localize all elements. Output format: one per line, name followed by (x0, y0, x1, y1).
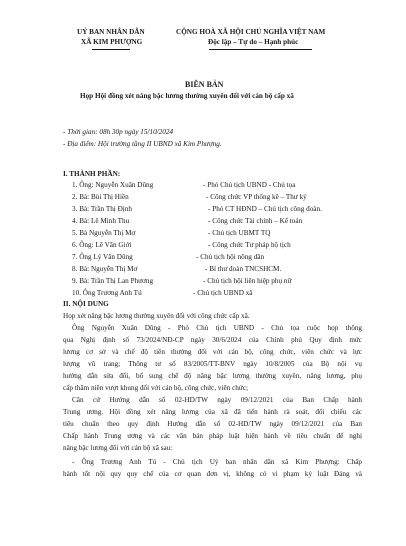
member-role: - Phó CT HĐND – Chủ tịch công đoàn. (208, 205, 322, 213)
national-motto: Độc lập – Tự do – Hạnh phúc (208, 38, 299, 46)
member-role: - Bí thư đoàn TNCSHCM. (205, 265, 282, 273)
member-name: 4. Bà: Lê Minh Thu (72, 217, 130, 225)
paragraph-line: Chấp hành Trung ương và các văn bản pháp luật hiện hành về tiêu chuẩn để nghị (63, 432, 362, 440)
paragraph-line: tiêu chuẩn theo quy định Hướng dẫn số 02-HD/TW ngày 09/12/2021 của Ban (63, 420, 362, 428)
member-role: - Công chức Tư pháp hộ tịch (208, 241, 291, 249)
commune-name: XÃ KIM PHƯỢNG (81, 38, 143, 46)
nation-name: CỘNG HOÀ XÃ HỘI CHỦ NGHĨA VIỆT NAM (176, 28, 326, 36)
meeting-time: - Thời gian: 08h 30p ngày 15/10/2024 (63, 128, 174, 136)
member-role: - Công chức VP thống kê – Thư ký (206, 193, 307, 201)
section-2-heading: II. NỘI DUNG (63, 300, 109, 308)
paragraph-line: nâng bậc lương đối với cán bộ xã sau: (63, 444, 173, 452)
left-header-rule (92, 49, 130, 50)
member-name: 7. Ông Lý Văn Dũng (72, 253, 133, 261)
member-name: 1. Ông: Nguyễn Xuân Dũng (72, 181, 154, 189)
member-role: - Phó Chủ tịch UBND - Chủ tọa (203, 181, 296, 189)
member-role: - Công chức Tài chính – Kế toán (208, 217, 303, 225)
paragraph-line: Ông Nguyễn Xuân Dũng - Phó Chủ tịch UBND - Chủ tọa cuộc họp thông (72, 324, 362, 332)
paragraph-line: lương cơ sở và chế độ tiền thưởng đối với cán bộ, công chức, viên chức và lực (63, 348, 362, 356)
member-name: 9. Bà: Trần Thị Lan Phương (72, 277, 154, 285)
member-name: 2. Bà: Bùi Thị Hiền (72, 193, 129, 201)
member-name: 10. Ông Trương Anh Tú (72, 289, 142, 297)
member-name: 3. Bà: Trần Thị Định (72, 205, 132, 213)
right-header-rule (209, 49, 312, 50)
document-subtitle: Họp Hội đồng xét nâng bậc lương thường xuyên đối với cán bộ cấp xã (80, 92, 294, 100)
paragraph-line: qua Nghị định số 73/2024/NĐ-CP ngày 30/6/2024 của Chính phủ Quy định mức (63, 336, 362, 344)
paragraph-line: hành tốt nội quy quy chế của cơ quan đơn vị, không có vi phạm kỷ luật Đảng và (63, 470, 362, 478)
section-1-heading: I. THÀNH PHẦN: (63, 170, 121, 178)
member-name: 6. Ông: Lê Văn Giới (72, 241, 132, 249)
agency-name: UỶ BAN NHÂN DÂN (77, 28, 145, 36)
document-title: BIÊN BẢN (185, 80, 224, 89)
paragraph-line: - Ông Trương Anh Tú - Chủ tịch Uỷ ban nhân dân xã Kim Phượng: Chấp (72, 458, 362, 466)
paragraph-1: Họp xét nâng bậc lương thường xuyên đối với công chức cấp xã. (63, 312, 250, 320)
paragraph-line: cấp thâm niên vượt khung đối với cán bộ, công chức, viên chức; (63, 384, 248, 392)
member-role: - Chủ tịch hội liên hiệp phụ nữ (203, 277, 292, 285)
member-role: - Chủ tịch hội nông dân (196, 253, 265, 261)
member-role: - Chủ tịch UBMT TQ (208, 229, 271, 237)
meeting-place: - Địa điểm: Hội trường tầng II UBND xã Kim Phượng. (63, 140, 222, 148)
paragraph-line: hướng dẫn sửa đổi, bổ sung chế độ nâng bậc lương thường xuyên, nâng lương, phụ (63, 372, 362, 380)
paragraph-line: Trung ương. Hội đồng xét nâng lương của xã đã tiến hành rà soát, đối chiếu các (63, 408, 362, 416)
member-role: - Chủ tịch UBND xã (193, 289, 253, 297)
paragraph-line: lượng vũ trang; Thông tư số 83/2005/TT-BNV ngày 10/8/2005 của Bộ nội vụ (63, 360, 362, 368)
member-name: 5. Bà Nguyễn Thị Mơ (72, 229, 136, 237)
member-name: 8. Bà: Nguyễn Thị Mơ (72, 265, 138, 273)
paragraph-line: Căn cứ Hướng dẫn số 02-HD/TW ngày 09/12/2021 của Ban Chấp hành (72, 396, 362, 404)
